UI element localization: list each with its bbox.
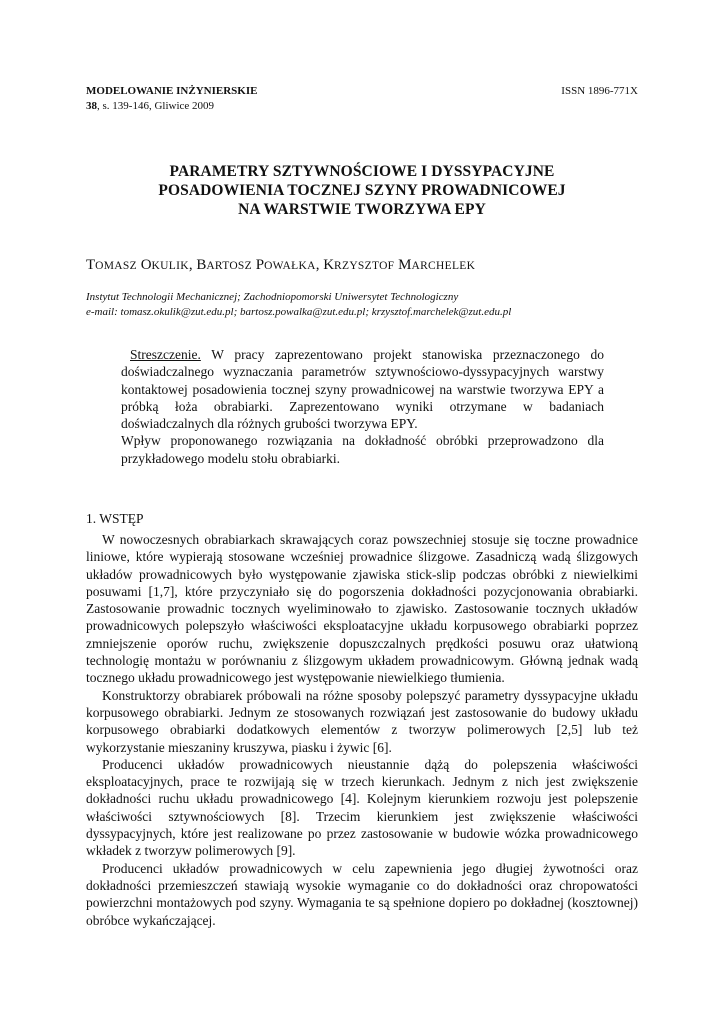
body-text xyxy=(86,531,638,929)
section-heading: 1. WSTĘP xyxy=(86,511,144,526)
author-list: TOMASZ OKULIK, BARTOSZ POWAŁKA, KRZYSZTOF MARCHELEK xyxy=(86,257,476,273)
issn: ISSN 1896-771X xyxy=(561,85,638,97)
journal-header xyxy=(86,84,257,114)
abstract-paragraph xyxy=(121,346,604,432)
volume-info xyxy=(86,99,257,114)
paper-title xyxy=(86,162,638,219)
journal-name: MODELOWANIE INŻYNIERSKIE xyxy=(86,85,258,97)
abstract-label: Streszczenie. xyxy=(130,347,201,362)
title-line: POSADOWIENIA TOCZNEJ SZYNY PROWADNICOWEJ xyxy=(158,182,566,199)
paragraph: Konstruktorzy obrabiarek próbowali na różne sposoby polepszyć parametry dyssypacyjne układu korpusowego obrabiarki. Jednym ze stosowanych rozwiązań jest zastosowanie do budowy układu korpusowego obrabiarki dodatkowych elementów z tworzyw polimerowych [2,5] lub też wykorzystanie mieszaniny kruszywa, piasku i żywic [6]. xyxy=(86,687,638,755)
volume-number: 38 xyxy=(86,100,97,112)
author: TOMASZ OKULIK xyxy=(86,257,189,273)
title-line: PARAMETRY SZTYWNOŚCIOWE I DYSSYPACYJNE xyxy=(169,163,555,180)
abstract-text: W pracy zaprezentowano projekt stanowiska przeznaczonego do doświadczalnego wyznaczania parametrów sztywnościowo-dyssypacyjnych warstwy kontaktowej posadowienia tocznej szyny prowadnicowej na warstwie tworzywa EPY a próbką łoża obrabiarki. Zaprezentowano wyniki otrzymane w badaniach doświadczalnych dla różnych grubości tworzywa EPY. xyxy=(121,347,604,432)
abstract-paragraph: Wpływ proponowanego rozwiązania na dokładność obróbki przeprowadzono dla przykładowego modelu stołu obrabiarki. xyxy=(121,433,604,466)
title-line: NA WARSTWIE TWORZYWA EPY xyxy=(238,201,486,218)
pages-info: , s. 139-146, Gliwice 2009 xyxy=(97,100,215,112)
paragraph: W nowoczesnych obrabiarkach skrawających coraz powszechniej stosuje się toczne prowadnice liniowe, które wypierają stosowane wcześniej prowadnice ślizgowe. Zasadniczą wadą ślizgowych układów prowadnicowych było występowanie zjawiska stick-slip podczas obróbki z niewielkimi posuwami [1,7], które przyczyniało się do pogorszenia dokładności pozycjonowania obrabiarki. Zastosowanie prowadnic tocznych wyeliminowało to zjawisko. Zastosowanie tocznych układów prowadnicowych polepszyło właściwości eksploatacyjne układu korpusowego obrabiarki poprzez zmniejszenie oporów ruchu, zwiększenie dopuszczalnych prędkości posuwu oraz ułatwioną technologię montażu w porównaniu z ślizgowym układem prowadnicowym. Główną jednak wadą tocznego układu prowadnicowego jest występowanie niewielkiego tłumienia. xyxy=(86,532,638,686)
author: KRZYSZTOF MARCHELEK xyxy=(323,257,476,273)
author: BARTOSZ POWAŁKA xyxy=(196,257,316,273)
abstract xyxy=(121,346,604,467)
affiliation xyxy=(86,290,511,319)
paragraph: Producenci układów prowadnicowych w celu zapewnienia jego długiej żywotności oraz dokładności przemieszczeń stawiają wysokie wymaganie co do dokładności oraz chropowatości powierzchni montażowych pod szyny. Wymagania te są spełnione dopiero po dokładnej (kosztownej) obróbce wykańczającej. xyxy=(86,860,638,928)
institute: Instytut Technologii Mechanicznej; Zachodniopomorski Uniwersytet Technologiczny xyxy=(86,291,459,303)
paragraph: Producenci układów prowadnicowych nieustannie dążą do polepszenia właściwości eksploatacyjnych, prace te rozwijają się w trzech kierunkach. Jednym z nich jest zwiększenie dokładności ruchu układu prowadnicowego [4]. Kolejnym kierunkiem rozwoju jest polepszenie właściwości sztywnościowych [8]. Trzecim kierunkiem jest zwiększenie właściwości dyssypacyjnych, które jest realizowane po przez zastosowanie w budowie wózka prowadnicowego wkładek z tworzyw polimerowych [9]. xyxy=(86,756,638,859)
emails: e-mail: tomasz.okulik@zut.edu.pl; bartosz.powalka@zut.edu.pl; krzysztof.marchelek@zut.edu.pl xyxy=(86,305,512,318)
